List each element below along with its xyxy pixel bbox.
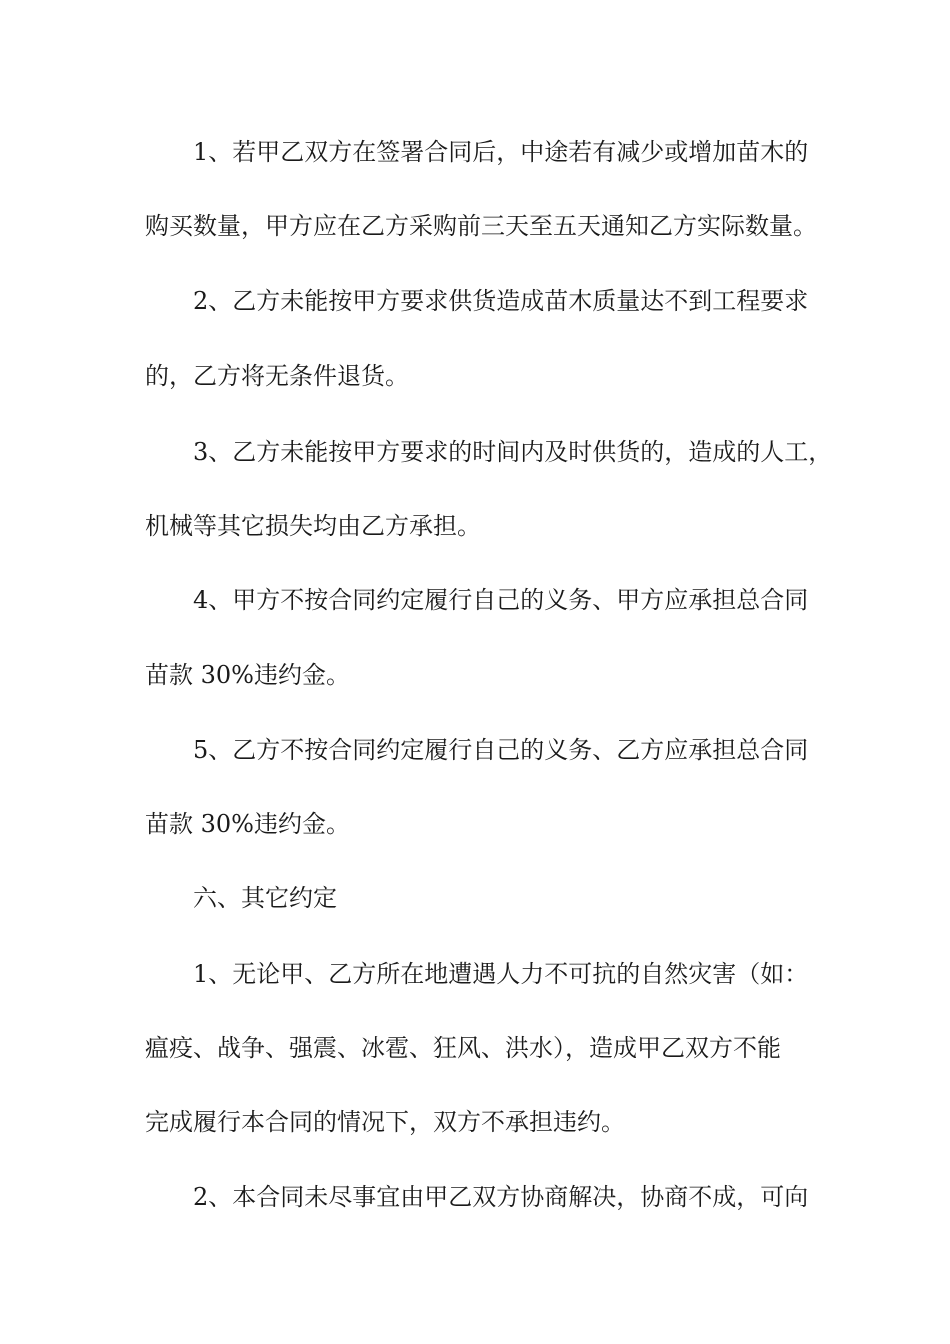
paragraph-line: 2、本合同未尽事宜由甲乙双方协商解决，协商不成，可向 — [193, 1183, 809, 1211]
paragraph-line: 完成履行本合同的情况下，双方不承担违约。 — [145, 1108, 625, 1136]
paragraph-line: 瘟疫、战争、强震、冰雹、狂风、洪水），造成甲乙双方不能 — [145, 1034, 781, 1062]
paragraph-line: 4、甲方不按合同约定履行自己的义务、甲方应承担总合同 — [193, 586, 809, 614]
paragraph-line: 1、无论甲、乙方所在地遭遇人力不可抗的自然灾害（如： — [193, 960, 809, 988]
paragraph-line: 苗款 30%违约金。 — [145, 661, 350, 689]
paragraph-line: 的，乙方将无条件退货。 — [145, 362, 409, 390]
paragraph-line: 1、若甲乙双方在签署合同后，中途若有减少或增加苗木的 — [193, 138, 809, 166]
paragraph-line: 机械等其它损失均由乙方承担。 — [145, 512, 481, 540]
paragraph-line: 3、乙方未能按甲方要求的时间内及时供货的，造成的人工， — [193, 438, 833, 466]
paragraph-line: 5、乙方不按合同约定履行自己的义务、乙方应承担总合同 — [193, 736, 809, 764]
paragraph-line: 2、乙方未能按甲方要求供货造成苗木质量达不到工程要求 — [193, 287, 809, 315]
paragraph-line: 苗款 30%违约金。 — [145, 810, 350, 838]
section-heading: 六、其它约定 — [193, 884, 337, 912]
paragraph-line: 购买数量，甲方应在乙方采购前三天至五天通知乙方实际数量。 — [145, 212, 817, 240]
